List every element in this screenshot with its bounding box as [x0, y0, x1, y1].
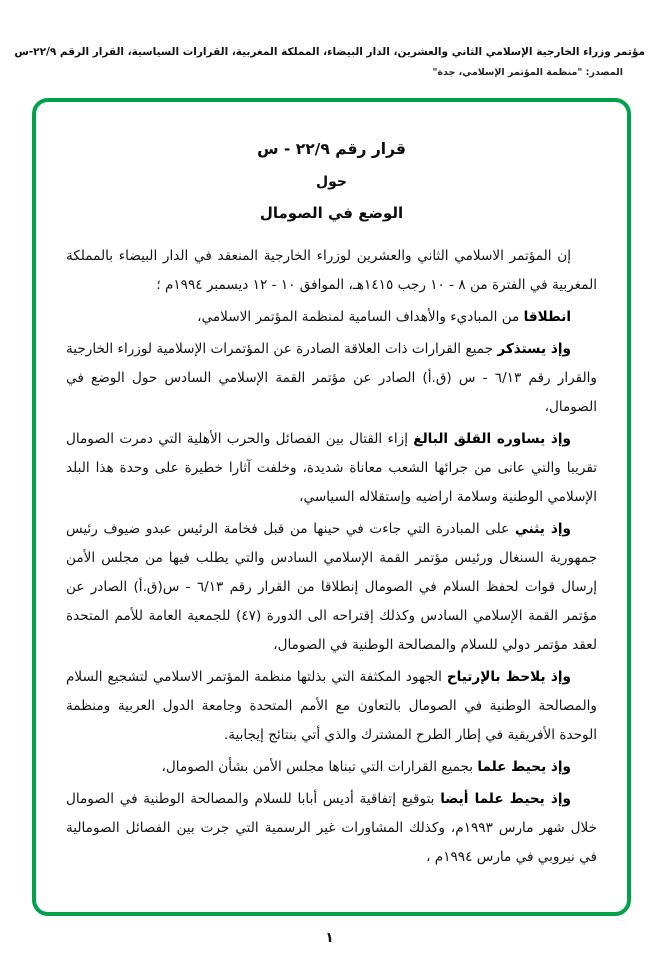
paragraph-recalling [66, 335, 597, 422]
header-citation: مؤتمر وزراء الخارجية الإسلامي الثاني والعشرين، الدار البيضاء، المملكة المغربية، القرارات السياسية، القرار الرقم ٢٢/٩-س [14, 46, 645, 58]
paragraph-taking-note [66, 753, 597, 782]
page-number: ١ [325, 930, 334, 946]
header-source: المصدر: "منظمة المؤتمر الإسلامي، جدة" [432, 67, 623, 78]
paragraph-deep-concern [66, 425, 597, 512]
paragraph-taking-note-also [66, 785, 597, 872]
resolution-subject-title: الوضع في الصومال [259, 204, 404, 222]
paragraph-lead: وإذ يلاحظ بالإرتياح [446, 669, 571, 685]
title-about: حول [315, 174, 347, 190]
paragraph-intilaqan [66, 303, 597, 332]
resolution-frame [32, 98, 631, 916]
paragraph-lead: وإذ يثني [514, 521, 571, 537]
paragraph-text: على المبادرة التي جاءت في حينها من قبل فخامة الرئيس عبدو ضيوف رئيس جمهورية السنغال ورئيس مؤتمر القمة الإسلامي السادس والتي يطلب فيها من مجلس الأمن إرسال قوات لحفظ السلام في الصومال إنطلاقا من القرار رقم ٦/١٣ - س(ق.أ) الصادر عن مؤتمر القمة الإسلامي السادس وكذلك إقتراحه الى الدورة (٤٧) للجمعية العامة للأمم المتحدة لعقد مؤتمر دولي للسلام والمصالحة الوطنية في الصومال، [66, 521, 597, 653]
paragraph-text: بجميع القرارات التي تبناها مجلس الأمن بشأن الصومال، [161, 759, 478, 775]
paragraph-lead: وإذ يحيط علما أيضا [440, 791, 571, 807]
paragraph-text: بتوقيع إتفاقية أديس أبابا للسلام والمصالحة الوطنية في الصومال خلال شهر مارس ١٩٩٣م، وكذلك المشاورات غير الرسمية التي جرت بين الفصائل الصومالية في نيروبي في مارس ١٩٩٤م ، [66, 791, 597, 865]
paragraph-lead: انطلاقا [523, 309, 571, 325]
document-header [0, 46, 659, 78]
paragraph-text: الجهود المكثفة التي بذلتها منظمة المؤتمر الاسلامي لتشجيع السلام والمصالحة الوطنية في الصومال بالتعاون مع الأمم المتحدة وجامعة الدول العربية ومنظمة الوحدة الأفريقية في إطار الطرح المشترك والذي أتي بنتائج إيجابية. [66, 669, 597, 743]
paragraph-text: جميع القرارات ذات العلاقة الصادرة عن المؤتمرات الإسلامية لوزراء الخارجية والقرار رقم ٦/١٣ - س (ق.أ) الصادر عن مؤتمر القمة الإسلامي السادس حول الوضع في الصومال، [66, 341, 597, 415]
resolution-number-title: قرار رقم ٢٢/٩ - س [257, 140, 406, 158]
paragraph-noting-satisfaction [66, 663, 597, 750]
resolution-body [66, 242, 597, 872]
paragraph-lead: وإذ يحيط علما [477, 759, 571, 775]
paragraph-commending-initiative [66, 515, 597, 660]
paragraph-text: من المباديء والأهداف السامية لمنظمة المؤتمر الاسلامي، [197, 309, 524, 325]
paragraph-text: إن المؤتمر الاسلامي الثاني والعشرين لوزراء الخارجية المنعقد في الدار البيضاء بالمملكة المغربية في الفترة من ٨ - ١٠ رجب ١٤١٥هـ، الموافق ١٠ - ١٢ ديسمبر ١٩٩٤م ؛ [66, 248, 597, 293]
paragraph-lead: وإذ يساوره القلق البالغ [413, 431, 571, 447]
paragraph-text: إزاء القتال بين الفصائل والحرب الأهلية التي دمرت الصومال تقريبا والتي عانى من جرائها الشعب معاناة شديدة، وخلفت آثارا خطيرة على وحدة هذا البلد الإسلامي الوطنية وسلامة اراضيه وإستقلاله السياسي، [66, 431, 597, 505]
paragraph-lead: وإذ يستذكر [497, 341, 571, 357]
paragraph-preamble [66, 242, 597, 300]
